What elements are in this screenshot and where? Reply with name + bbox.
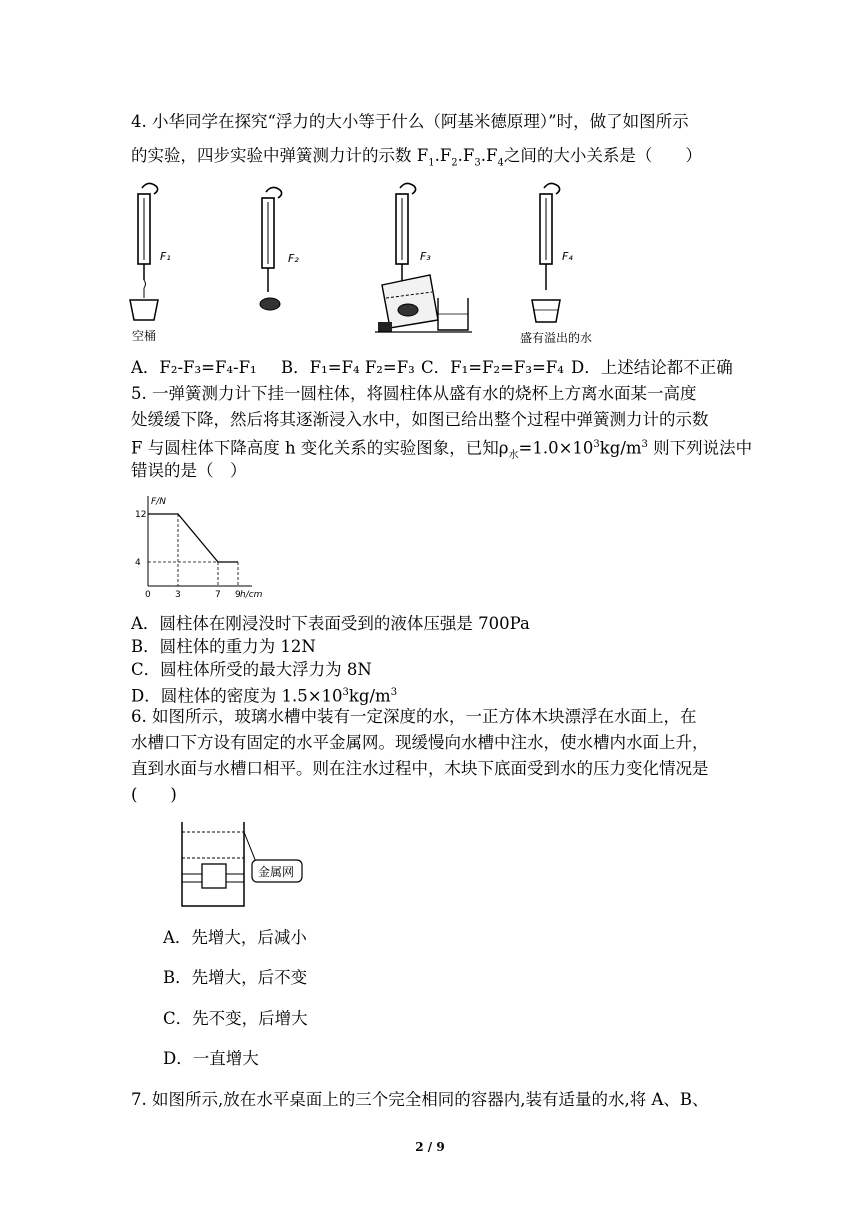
q6-line1: 6. 如图所示，玻璃水槽中装有一定深度的水，一正方体木块漂浮在水面上，在 bbox=[131, 707, 697, 726]
q5-chart bbox=[128, 490, 263, 605]
series-line bbox=[148, 514, 238, 562]
spring-scale-2 bbox=[260, 187, 299, 310]
q6-line3: 直到水面与水槽口相平。则在注水过程中，木块下底面受到水的压力变化情况是 bbox=[131, 759, 709, 778]
page-number: 2 / 9 bbox=[415, 1140, 445, 1154]
f4-label: F₄ bbox=[562, 250, 573, 263]
f2-label: F₂ bbox=[288, 252, 299, 265]
x-tick-9: 9 bbox=[235, 590, 241, 600]
q6-option-d[interactable]: D．一直增大 bbox=[163, 1049, 259, 1068]
f3-label: F₃ bbox=[420, 250, 431, 263]
q6-line2: 水槽口下方设有固定的水平金属网。现缓慢向水槽中注水，使水槽内水面上升， bbox=[131, 733, 709, 752]
x-tick-3: 3 bbox=[175, 590, 181, 600]
y-axis-label: F/N bbox=[151, 497, 166, 507]
q4-options bbox=[131, 358, 733, 378]
spring-scale-1 bbox=[130, 183, 171, 343]
q4-option-b[interactable]: B．F₁=F₄ F₂=F₃ bbox=[281, 358, 415, 377]
q6-figure bbox=[176, 818, 316, 910]
q4-line2: 的实验，四步实验中弹簧测力计的示数 $F_1.F_2.F_3.F_4$之间的大小关系是（ ） bbox=[131, 146, 702, 169]
q6-line4: ( ) bbox=[131, 785, 177, 804]
q6-option-a[interactable]: A．先增大，后减小 bbox=[163, 928, 307, 947]
f1-label: F₁ bbox=[160, 250, 171, 263]
q5-line1: 5. 一弹簧测力计下挂一圆柱体，将圆柱体从盛有水的烧杯上方离水面某一高度 bbox=[131, 384, 697, 403]
empty-bucket-label: 空桶 bbox=[132, 329, 157, 343]
q6-option-b[interactable]: B．先增大，后不变 bbox=[163, 968, 308, 987]
spring-scale-4 bbox=[520, 183, 592, 345]
q5-line3: F 与圆柱体下降高度 h 变化关系的实验图象，已知$\rho_水=1.0\times 10^3kg/m^3$ 则下列说法中 bbox=[131, 438, 753, 461]
y-tick-4: 4 bbox=[135, 558, 141, 568]
q4-line1: 4. 小华同学在探究“浮力的大小等于什么（阿基米德原理）”时，做了如图所示 bbox=[131, 112, 689, 131]
q5-line2: 处缓缓下降，然后将其逐渐浸入水中，如图已给出整个过程中弹簧测力计的示数 bbox=[131, 410, 709, 429]
q4-figure bbox=[120, 180, 620, 350]
q4-option-c[interactable]: C．F₁=F₂=F₃=F₄ bbox=[421, 358, 564, 377]
q5-option-b[interactable]: B．圆柱体的重力为 12N bbox=[131, 637, 316, 656]
metal-mesh-label: 金属网 bbox=[258, 865, 295, 879]
q5-line4: 错误的是（ ） bbox=[131, 461, 247, 480]
y-tick-12: 12 bbox=[135, 510, 147, 520]
bucket-water-label: 盛有溢出的水 bbox=[520, 331, 593, 345]
q7-line1: 7. 如图所示,放在水平桌面上的三个完全相同的容器内,装有适量的水,将 A、B、 bbox=[131, 1090, 709, 1109]
q5-option-d[interactable]: D．圆柱体的密度为 $1.5\times 10^3kg/m^3$ bbox=[131, 686, 398, 706]
x-tick-0: 0 bbox=[145, 590, 151, 600]
x-tick-7: 7 bbox=[215, 590, 221, 600]
q4-option-d[interactable]: D．上述结论都不正确 bbox=[571, 358, 733, 377]
x-axis-label: h/cm bbox=[240, 590, 263, 600]
spring-scale-3 bbox=[375, 183, 472, 332]
q6-option-c[interactable]: C．先不变，后增大 bbox=[163, 1009, 308, 1028]
q5-option-a[interactable]: A．圆柱体在刚浸没时下表面受到的液体压强是 700Pa bbox=[131, 614, 530, 633]
q5-option-c[interactable]: C．圆柱体所受的最大浮力为 8N bbox=[131, 660, 372, 679]
q4-option-a[interactable]: A．F₂-F₃=F₄-F₁ bbox=[131, 358, 257, 377]
